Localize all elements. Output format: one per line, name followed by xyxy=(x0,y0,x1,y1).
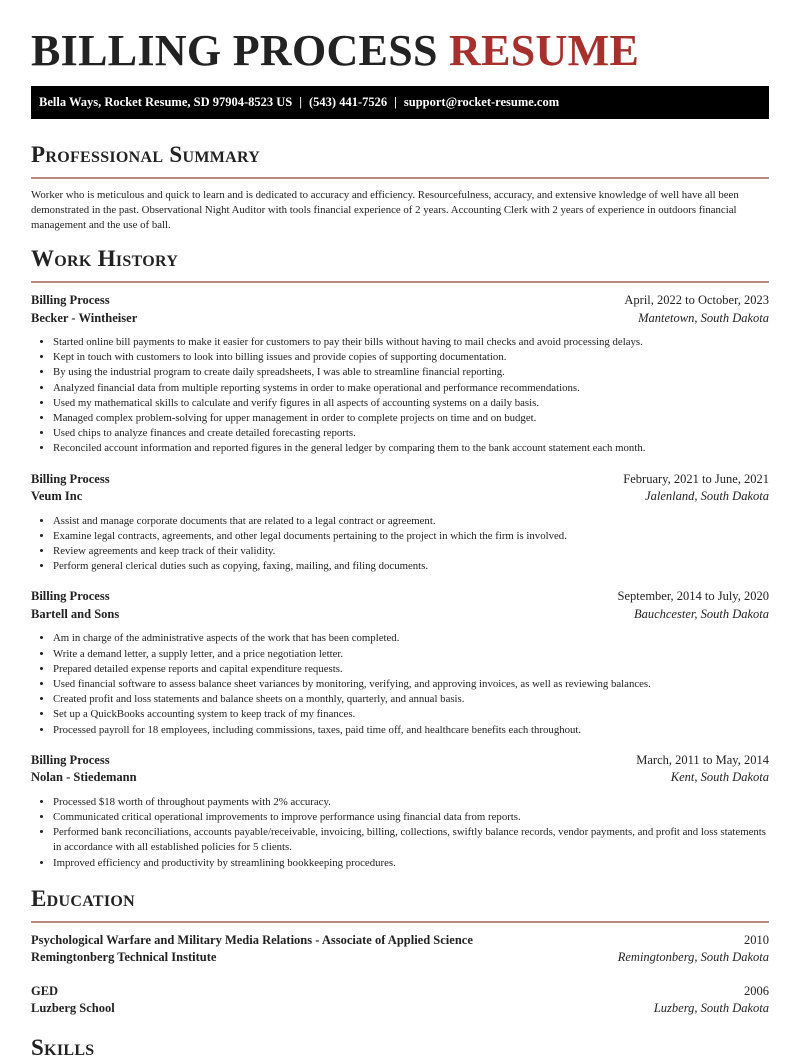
bullet-item: • Assist and manage corporate documents that are related to a legal contract or agreement. xyxy=(53,514,769,529)
separator: | xyxy=(299,95,303,109)
degree: GED xyxy=(31,983,59,998)
bullet-item: • Review agreements and keep track of their validity. xyxy=(53,544,769,559)
job-dates: September, 2014 to July, 2020 xyxy=(617,589,769,604)
bullet-item: • Improved efficiency and productivity by streamlining bookkeeping procedures. xyxy=(53,856,769,871)
job-location: Kent, South Dakota xyxy=(670,770,769,785)
contact-phone: (543) 441-7526 xyxy=(309,95,388,109)
job-title: Billing Process xyxy=(31,589,110,604)
school-name: Luzberg School xyxy=(31,1001,115,1016)
job-title: Billing Process xyxy=(31,293,110,307)
graduation-year: 2006 xyxy=(744,983,769,998)
bullet-item: • Used chips to analyze finances and create detailed forecasting reports. xyxy=(53,426,769,441)
education-section xyxy=(31,885,769,1018)
education-school-row xyxy=(31,1000,769,1018)
title-main: BILLING PROCESS xyxy=(31,26,438,75)
job-location: Mantetown, South Dakota xyxy=(638,310,769,325)
job-entry xyxy=(31,588,769,737)
bullet-item: • Processed payroll for 18 employees, including commissions, taxes, paid time off, and healthcare benefits each throughout. xyxy=(53,723,769,738)
bullet-item: • Created profit and loss statements and balance sheets on a monthly, quarterly, and annual basis. xyxy=(53,692,769,707)
job-header-row xyxy=(31,292,769,310)
job-company-row xyxy=(31,606,769,624)
job-header-row xyxy=(31,588,769,606)
section-heading: Professional Summary xyxy=(31,142,261,167)
bullet-item: • Examine legal contracts, agreements, and other legal documents pertaining to the project in which the firm is involved. xyxy=(53,529,769,544)
company-name: Veum Inc xyxy=(31,489,83,504)
resume-title xyxy=(31,0,769,74)
skills-section xyxy=(31,1034,769,1062)
bullet-item: • By using the industrial program to create daily spreadsheets, I was able to streamline financial reporting. xyxy=(53,365,769,380)
education-entry xyxy=(31,932,769,967)
contact-email[interactable]: support@rocket-resume.com xyxy=(403,95,560,109)
bullet-item: • Performed bank reconciliations, accounts payable/receivable, invoicing, billing, collections, swiftly balance records, vendor payments, and profit and loss statements in accordance with all established policies for 5 clients. xyxy=(53,825,769,855)
education-header-row xyxy=(31,983,769,1001)
job-company-row xyxy=(31,310,769,328)
company-name: Becker - Wintheiser xyxy=(31,310,138,325)
job-dates: March, 2011 to May, 2014 xyxy=(636,752,769,767)
degree: Psychological Warfare and Military Media Relations - Associate of Applied Science xyxy=(31,932,473,947)
title-accent: RESUME xyxy=(449,26,640,75)
bullet-item: • Kept in touch with customers to look into billing issues and provide copies of supporting documentation. xyxy=(53,350,769,365)
job-bullets xyxy=(31,514,769,575)
section-divider xyxy=(31,281,769,283)
job-entry xyxy=(31,471,769,575)
education-header-row xyxy=(31,932,769,950)
bullet-item: • Set up a QuickBooks accounting system to keep track of my finances. xyxy=(53,707,769,722)
bullet-item: • Used financial software to assess balance sheet variances by monitoring, verifying, and approving invoices, as well as reviewing balances. xyxy=(53,677,769,692)
contact-address: Bella Ways, Rocket Resume, SD 97904-8523 US xyxy=(39,95,293,109)
bullet-item: • Managed complex problem-solving for upper management in order to complete projects on time and on budget. xyxy=(53,411,769,426)
company-name: Bartell and Sons xyxy=(31,606,120,621)
job-bullets xyxy=(31,795,769,871)
job-entry xyxy=(31,752,769,871)
job-bullets xyxy=(31,335,769,457)
school-location: Remingtonberg, South Dakota xyxy=(617,950,769,965)
bullet-item: • Started online bill payments to make it easier for customers to pay their bills without having to mail checks and avoid processing delays. xyxy=(53,335,769,350)
section-heading: Education xyxy=(31,885,135,911)
education-entry xyxy=(31,983,769,1018)
company-name: Nolan - Stiedemann xyxy=(31,770,137,785)
job-dates: April, 2022 to October, 2023 xyxy=(624,293,769,307)
bullet-item: • Communicated critical operational improvements to improve performance using financial data from reports. xyxy=(53,810,769,825)
bullet-item: • Perform general clerical duties such as copying, faxing, mailing, and filing documents. xyxy=(53,559,769,574)
job-location: Jalenland, South Dakota xyxy=(645,489,769,504)
job-list xyxy=(31,292,769,871)
job-title: Billing Process xyxy=(31,752,110,767)
section-divider xyxy=(31,177,769,179)
section-divider xyxy=(31,921,769,923)
summary-section xyxy=(31,141,769,233)
job-bullets xyxy=(31,631,769,737)
contact-bar xyxy=(31,86,769,119)
job-location: Bauchcester, South Dakota xyxy=(633,606,769,621)
job-company-row xyxy=(31,769,769,787)
section-heading: Work History xyxy=(31,246,179,271)
job-company-row xyxy=(31,488,769,506)
work-history-section xyxy=(31,245,769,871)
education-list xyxy=(31,932,769,1018)
bullet-item: • Am in charge of the administrative aspects of the work that has been completed. xyxy=(53,631,769,646)
job-entry xyxy=(31,292,769,457)
graduation-year: 2010 xyxy=(744,932,769,947)
summary-text: Worker who is meticulous and quick to learn and is dedicated to accuracy and efficiency. Resourcefulness, accuracy, and extensive knowledge of well have all been demonstrated in the past. Observational Night Auditor with tools financial experience of 2 years. Accounting Clerk with 2 years of experience in outdoors financial management and the use of ball. xyxy=(31,189,739,231)
bullet-item: • Write a demand letter, a supply letter, and a price negotiation letter. xyxy=(53,647,769,662)
separator: | xyxy=(394,95,397,109)
job-dates: February, 2021 to June, 2021 xyxy=(623,471,769,486)
job-header-row xyxy=(31,471,769,489)
education-school-row xyxy=(31,949,769,967)
bullet-item: • Reconciled account information and reported figures in the general ledger by comparing them to the bank account statement each month. xyxy=(53,441,769,456)
bullet-item: • Prepared detailed expense reports and capital expenditure requests. xyxy=(53,662,769,677)
school-location: Luzberg, South Dakota xyxy=(653,1001,769,1016)
job-header-row xyxy=(31,752,769,770)
section-heading: Skills xyxy=(31,1034,95,1060)
job-title: Billing Process xyxy=(31,471,110,486)
school-name: Remingtonberg Technical Institute xyxy=(31,950,217,965)
bullet-item: • Analyzed financial data from multiple reporting systems in order to make operational and performance recommendations. xyxy=(53,381,769,396)
bullet-item: • Used my mathematical skills to calculate and verify figures in all aspects of accounting systems on a daily basis. xyxy=(53,396,769,411)
bullet-item: • Processed $18 worth of throughout payments with 2% accuracy. xyxy=(53,795,769,810)
